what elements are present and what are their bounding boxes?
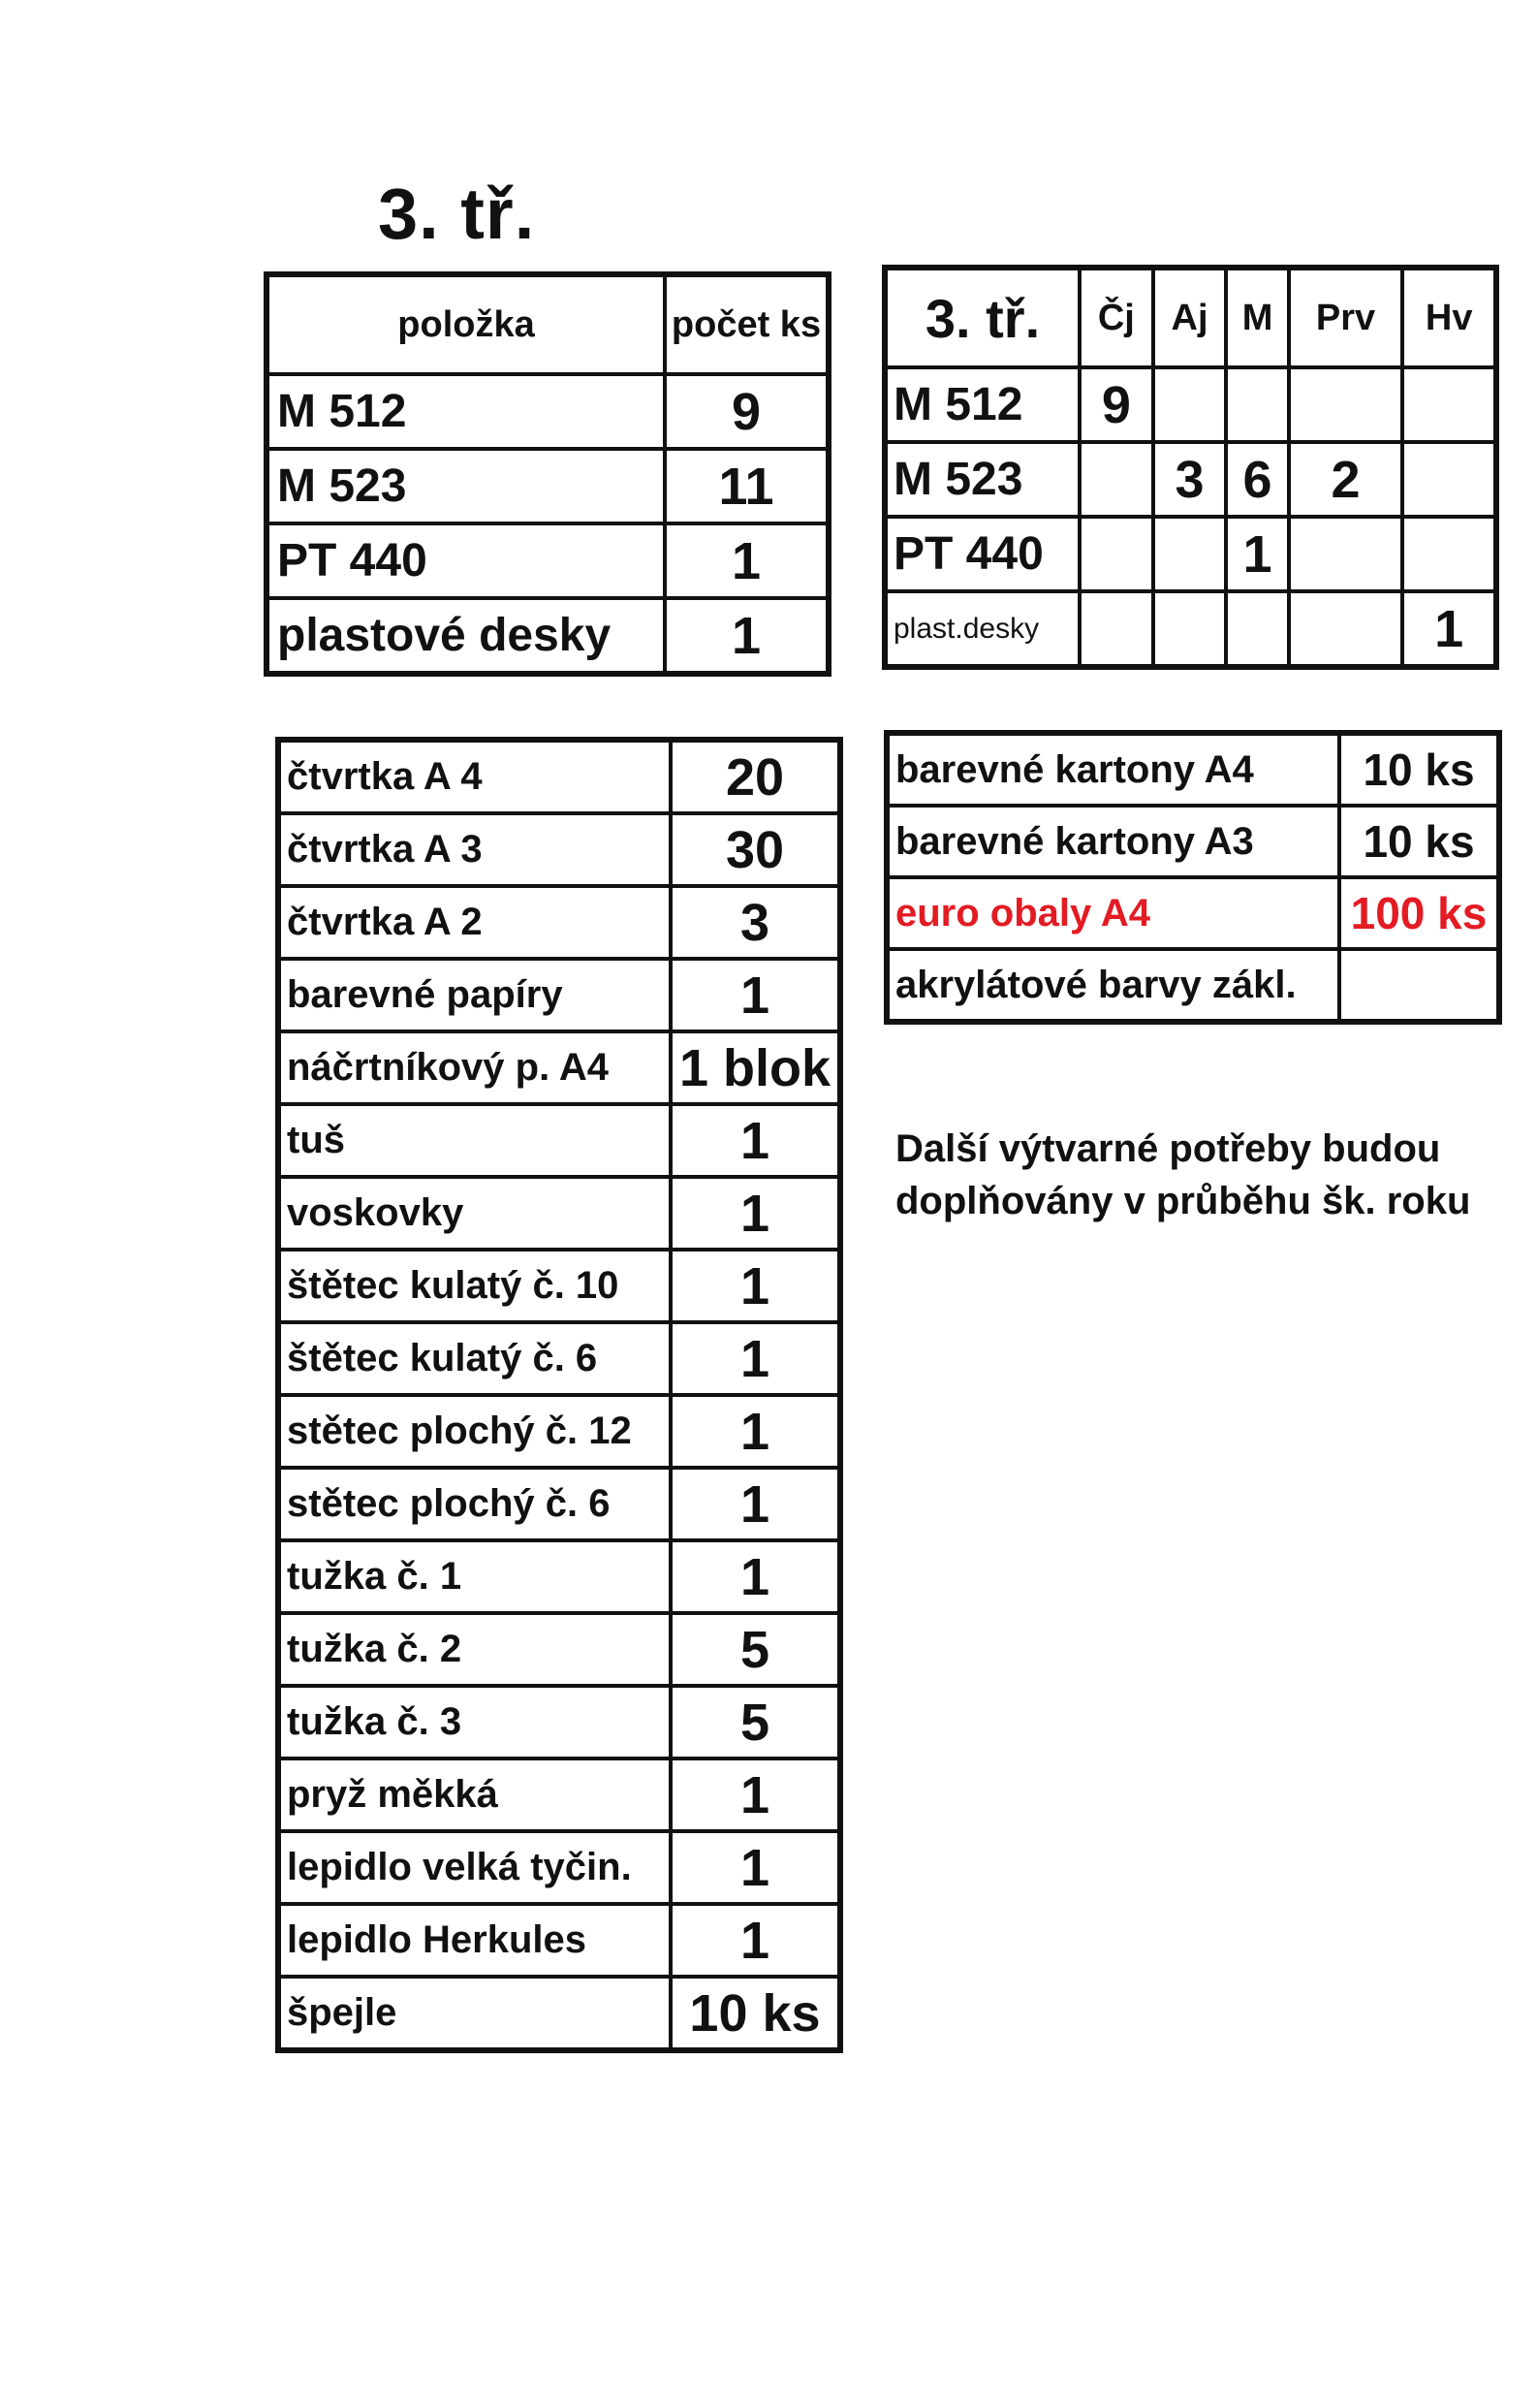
column-header-hv: Hv xyxy=(1402,268,1496,367)
item-name: tužka č. 1 xyxy=(278,1540,671,1613)
item-count: 3 xyxy=(671,886,840,959)
item-count: 1 xyxy=(671,1904,840,1977)
item-count: 10 ks xyxy=(1339,733,1499,806)
item-name: tužka č. 2 xyxy=(278,1613,671,1686)
table-header-row xyxy=(885,268,1496,367)
item-count: 5 xyxy=(671,1686,840,1758)
cell-m: 1 xyxy=(1226,517,1288,591)
cell-hv xyxy=(1402,517,1496,591)
cell-m xyxy=(1226,591,1288,667)
cell-prv xyxy=(1289,591,1403,667)
supplies-count-table xyxy=(264,271,831,677)
cell-aj xyxy=(1153,367,1227,442)
column-header-cj: Čj xyxy=(1080,268,1153,367)
table-row xyxy=(278,1686,840,1758)
cell-prv xyxy=(1289,367,1403,442)
column-header-prv: Prv xyxy=(1289,268,1403,367)
art-supplies-table xyxy=(275,737,843,2053)
cell-prv: 2 xyxy=(1289,442,1403,517)
item-name: špejle xyxy=(278,1977,671,2050)
item-name: barevné kartony A4 xyxy=(887,733,1339,806)
table-row xyxy=(278,1613,840,1686)
table-row xyxy=(278,1758,840,1831)
table-row xyxy=(278,1250,840,1322)
column-header-item: položka xyxy=(267,274,665,374)
cell-cj xyxy=(1080,591,1153,667)
item-count: 10 ks xyxy=(671,1977,840,2050)
item-name: stětec plochý č. 12 xyxy=(278,1395,671,1468)
item-name: stětec plochý č. 6 xyxy=(278,1468,671,1540)
item-count: 20 xyxy=(671,740,840,813)
item-name: tužka č. 3 xyxy=(278,1686,671,1758)
table-row xyxy=(278,1468,840,1540)
extra-supplies-table xyxy=(884,730,1502,1025)
item-name: lepidlo Herkules xyxy=(278,1904,671,1977)
item-count: 1 xyxy=(671,1758,840,1831)
item-name: barevné papíry xyxy=(278,959,671,1031)
table-row xyxy=(267,598,829,674)
item-count: 1 xyxy=(671,1395,840,1468)
cell-aj xyxy=(1153,591,1227,667)
table-row xyxy=(267,374,829,449)
item-name: euro obaly A4 xyxy=(887,877,1339,949)
item-name: M 512 xyxy=(885,367,1080,442)
cell-cj xyxy=(1080,442,1153,517)
cell-m: 6 xyxy=(1226,442,1288,517)
table-row xyxy=(885,442,1496,517)
note-text: Další výtvarné potřeby budou doplňovány v průběhu šk. roku xyxy=(895,1127,1471,1222)
item-name: pryž měkká xyxy=(278,1758,671,1831)
cell-prv xyxy=(1289,517,1403,591)
table-row xyxy=(278,740,840,813)
item-count: 9 xyxy=(665,374,829,449)
column-header-m: M xyxy=(1226,268,1288,367)
item-name: lepidlo velká tyčin. xyxy=(278,1831,671,1904)
table-row xyxy=(278,1540,840,1613)
item-name: čtvrtka A 2 xyxy=(278,886,671,959)
item-name: tuš xyxy=(278,1104,671,1177)
item-name: voskovky xyxy=(278,1177,671,1250)
table-row xyxy=(267,523,829,598)
item-count xyxy=(1339,949,1499,1022)
cell-aj: 3 xyxy=(1153,442,1227,517)
table-row xyxy=(278,886,840,959)
item-name: PT 440 xyxy=(267,523,665,598)
item-name: M 523 xyxy=(267,449,665,523)
table-row xyxy=(278,1977,840,2050)
item-name: čtvrtka A 4 xyxy=(278,740,671,813)
table-row xyxy=(887,949,1499,1022)
cell-hv xyxy=(1402,367,1496,442)
item-count: 30 xyxy=(671,813,840,886)
table-row xyxy=(278,1104,840,1177)
item-name: štětec kulatý č. 10 xyxy=(278,1250,671,1322)
item-count: 1 xyxy=(665,523,829,598)
item-name: PT 440 xyxy=(885,517,1080,591)
item-count: 1 xyxy=(671,1540,840,1613)
item-name: plast.desky xyxy=(885,591,1080,667)
cell-cj xyxy=(1080,517,1153,591)
item-count: 1 xyxy=(671,1250,840,1322)
table-row xyxy=(887,806,1499,877)
cell-hv xyxy=(1402,442,1496,517)
item-name: plastové desky xyxy=(267,598,665,674)
item-name: M 512 xyxy=(267,374,665,449)
column-header-count: počet ks xyxy=(665,274,829,374)
table-row xyxy=(278,1904,840,1977)
table-header-row xyxy=(267,274,829,374)
table-row xyxy=(278,959,840,1031)
cell-aj xyxy=(1153,517,1227,591)
table-row xyxy=(278,1031,840,1104)
item-name: štětec kulatý č. 6 xyxy=(278,1322,671,1395)
column-header-class: 3. tř. xyxy=(885,268,1080,367)
item-count: 1 xyxy=(671,959,840,1031)
item-name: akrylátové barvy zákl. xyxy=(887,949,1339,1022)
item-count: 5 xyxy=(671,1613,840,1686)
item-name: M 523 xyxy=(885,442,1080,517)
item-count: 1 xyxy=(665,598,829,674)
column-header-aj: Aj xyxy=(1153,268,1227,367)
item-count: 11 xyxy=(665,449,829,523)
table-row xyxy=(267,449,829,523)
item-count: 1 xyxy=(671,1322,840,1395)
table-row xyxy=(885,591,1496,667)
item-name: náčrtníkový p. A4 xyxy=(278,1031,671,1104)
table-row xyxy=(278,1177,840,1250)
table-row xyxy=(887,733,1499,806)
item-name: čtvrtka A 3 xyxy=(278,813,671,886)
table-row xyxy=(278,813,840,886)
item-count: 1 xyxy=(671,1177,840,1250)
item-count: 1 xyxy=(671,1468,840,1540)
item-count: 100 ks xyxy=(1339,877,1499,949)
table-row xyxy=(278,1322,840,1395)
table-row xyxy=(887,877,1499,949)
page-title: 3. tř. xyxy=(378,174,536,254)
table-row xyxy=(885,367,1496,442)
cell-hv: 1 xyxy=(1402,591,1496,667)
item-name: barevné kartony A3 xyxy=(887,806,1339,877)
subject-allocation-table xyxy=(882,265,1499,670)
table-row xyxy=(278,1395,840,1468)
item-count: 1 xyxy=(671,1104,840,1177)
item-count: 1 xyxy=(671,1831,840,1904)
cell-m xyxy=(1226,367,1288,442)
item-count: 10 ks xyxy=(1339,806,1499,877)
table-row xyxy=(885,517,1496,591)
table-row xyxy=(278,1831,840,1904)
cell-cj: 9 xyxy=(1080,367,1153,442)
item-count: 1 blok xyxy=(671,1031,840,1104)
